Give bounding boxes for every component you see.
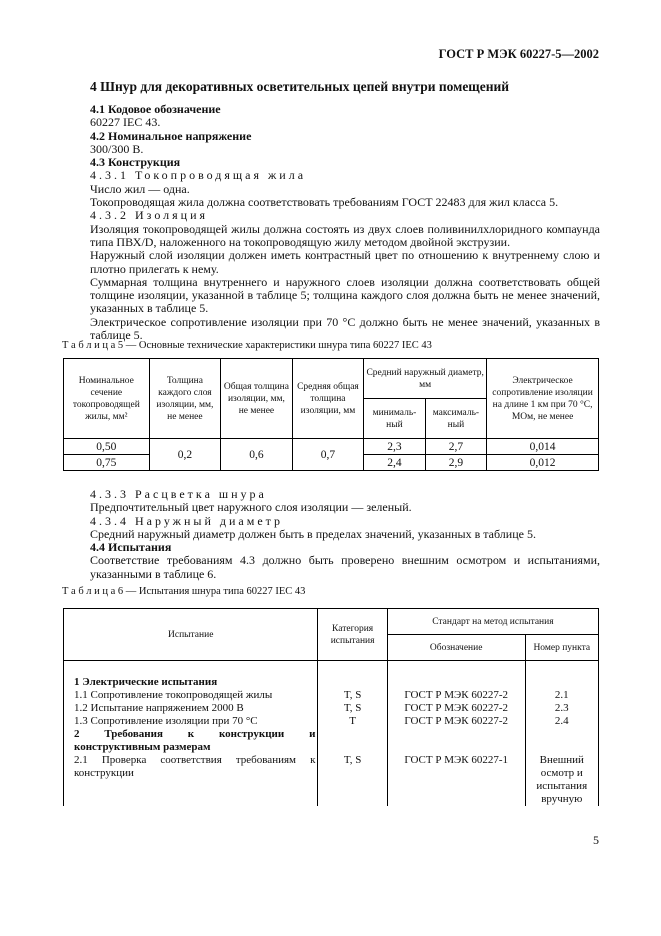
- t5-h-avg: Средняя общая толщина изоляции, мм: [292, 359, 364, 439]
- t5-h-layer: Толщина каждого слоя изоляции, мм, не менее: [149, 359, 221, 439]
- t6-r12-num: 2.3: [525, 702, 598, 715]
- s432-title: 4.3.2 Изоляция: [90, 208, 209, 223]
- t5-h-total: Общая толщина изоляции, мм, не менее: [221, 359, 293, 439]
- t5-r1-min: 2,3: [364, 439, 425, 455]
- t6-group2: 2 Требования к конструкции и конструктивным размерам: [64, 728, 318, 754]
- t6-h-test: Испытание: [64, 609, 318, 661]
- table6-caption: Т а б л и ц а 6 — Испытания шнура типа 60227 IEC 43: [62, 586, 306, 597]
- t5-r1-section: 0,50: [64, 439, 150, 455]
- s432-p4: Электрическое сопротивление изоляции при 70 °С должно быть не менее значений, указанных в таблице 5.: [90, 314, 600, 343]
- t6-r11-name: 1.1 Сопротивление токопроводящей жилы: [64, 689, 318, 702]
- t6-r11-des: ГОСТ Р МЭК 60227-2: [387, 689, 525, 702]
- s433-p1: Предпочтительный цвет наружного слоя изоляции — зеленый.: [90, 500, 412, 515]
- document-body-2: [90, 488, 600, 581]
- t6-r21-name: 2.1 Проверка соответствия требованиям к конструкции: [64, 754, 318, 806]
- t6-h-cat: Категория испытания: [318, 609, 387, 661]
- t6-r21-des: ГОСТ Р МЭК 60227-1: [387, 754, 525, 806]
- t5-h-min: минималь-ный: [364, 399, 425, 439]
- s434-p1: Средний наружный диаметр должен быть в пределах значений, указанных в таблице 5.: [90, 526, 536, 541]
- s431-title: 4.3.1 Токопроводящая жила: [90, 168, 307, 183]
- t6-r13-num: 2.4: [525, 715, 598, 728]
- page-number: 5: [593, 833, 599, 847]
- t5-r1-res: 0,014: [487, 439, 599, 455]
- table5: [63, 358, 599, 471]
- t6-r13-name: 1.3 Сопротивление изоляции при 70 °С: [64, 715, 318, 728]
- s431-p1: Число жил — одна.: [90, 181, 190, 196]
- t6-r11-cat: T, S: [318, 689, 387, 702]
- t5-h-max: максималь-ный: [425, 399, 486, 439]
- t6-h-num: Номер пункта: [525, 635, 598, 661]
- t5-layer: 0,2: [149, 439, 221, 471]
- s44-title: 4.4 Испытания: [90, 540, 172, 555]
- t6-r21-cat: T, S: [318, 754, 387, 806]
- table5-caption: Т а б л и ц а 5 — Основные технические характеристики шнура типа 60227 IEC 43: [62, 340, 432, 351]
- t5-r2-section: 0,75: [64, 455, 150, 471]
- t5-r1-max: 2,7: [425, 439, 486, 455]
- s432-p1: Изоляция токопроводящей жилы должна состоять из двух слоев поливинилхлоридного компаунда типа ПВХ/D, наложенного на токопроводящую жилу методом двойной экструзии.: [90, 221, 600, 249]
- s432-p2: Наружный слой изоляции должен иметь контрастный цвет по отношению к внутреннему слою и плотно прилегать к нему.: [90, 248, 600, 276]
- s434-title: 4.3.4 Наружный диаметр: [90, 513, 284, 528]
- t6-r12-name: 1.2 Испытание напряжением 2000 В: [64, 702, 318, 715]
- s42-title: 4.2 Номинальное напряжение: [90, 128, 252, 143]
- t6-r13-cat: T: [318, 715, 387, 728]
- t5-r2-res: 0,012: [487, 455, 599, 471]
- s41-title: 4.1 Кодовое обозначение: [90, 102, 221, 116]
- s433-title: 4.3.3 Расцветка шнура: [90, 487, 267, 501]
- s43-title: 4.3 Конструкция: [90, 155, 181, 170]
- s41-text: 60227 IEC 43.: [90, 115, 161, 130]
- t5-total: 0,6: [221, 439, 293, 471]
- t6-r21-num: Внешний осмотр и испытания вручную: [525, 754, 598, 806]
- section-title: 4 Шнур для декоративных осветительных цепей внутри помещений: [90, 79, 510, 94]
- s42-text: 300/300 В.: [90, 141, 144, 156]
- s431-p2: Токопроводящая жила должна соответствовать требованиям ГОСТ 22483 для жил класса 5.: [90, 195, 559, 210]
- s44-p1: Соответствие требованиям 4.3 должно быть проверено внешним осмотром и испытаниями, указанными в таблице 6.: [90, 553, 600, 581]
- t6-r12-cat: T, S: [318, 702, 387, 715]
- s432-p3: Суммарная толщина внутреннего и наружного слоев изоляции должна соответствовать общей толщине изоляции, указанной в таблице 5; толщина каждого слоя должна быть не менее значений, указанных в таблице 5.: [90, 274, 600, 316]
- t5-r2-max: 2,9: [425, 455, 486, 471]
- table6: [63, 608, 599, 806]
- t5-h-section: Номинальное сечение токопроводящей жилы, мм²: [64, 359, 150, 439]
- t5-r2-min: 2,4: [364, 455, 425, 471]
- t6-group1: 1 Электрические испытания: [64, 661, 318, 689]
- t6-r11-num: 2.1: [525, 689, 598, 702]
- t6-r12-des: ГОСТ Р МЭК 60227-2: [387, 702, 525, 715]
- page-header: ГОСТ Р МЭК 60227-5—2002: [438, 47, 599, 61]
- t6-h-std: Стандарт на метод испытания: [387, 609, 598, 635]
- t6-r13-des: ГОСТ Р МЭК 60227-2: [387, 715, 525, 728]
- t5-h-res: Электрическое сопротивление изоляции на длине 1 км при 70 °С, МОм, не менее: [487, 359, 599, 439]
- t6-h-des: Обозначение: [387, 635, 525, 661]
- document-body: [90, 103, 600, 342]
- t5-avg: 0,7: [292, 439, 364, 471]
- t5-h-diam: Средний наружный диаметр, мм: [364, 359, 487, 399]
